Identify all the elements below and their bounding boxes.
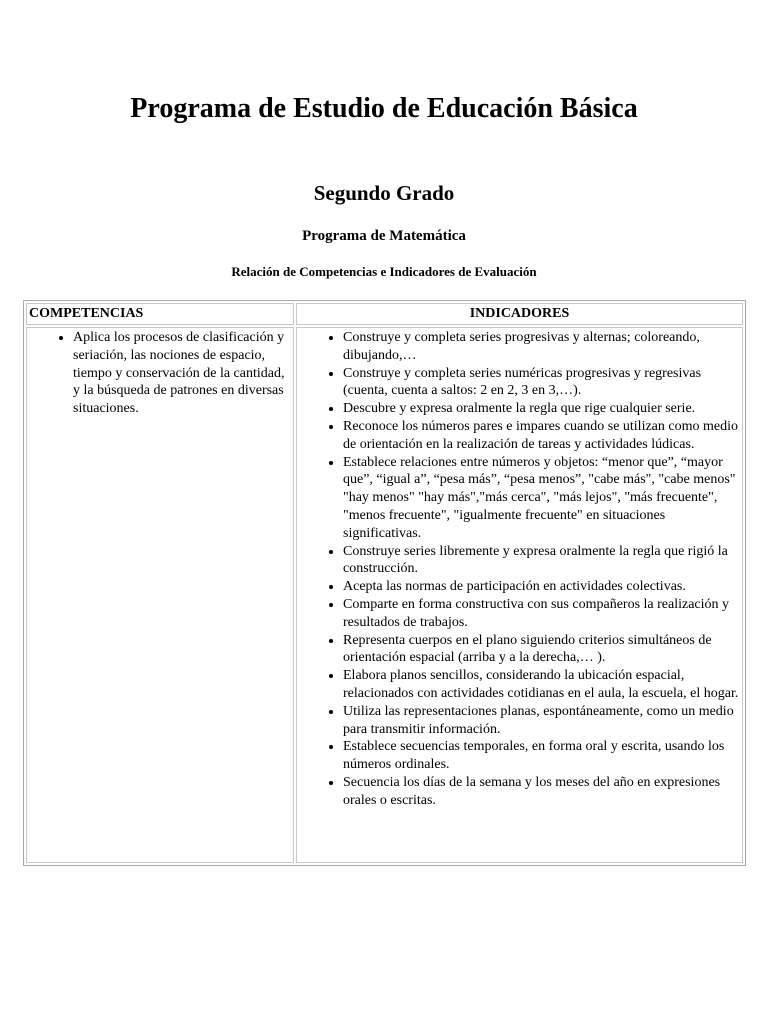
competencias-table: [23, 300, 746, 866]
table-row: [26, 327, 743, 863]
list-item: • Establece relaciones entre números y objetos: “menor que”, “mayor que”, “igual a”, “pesa más”, “pesa menos”, "cabe más", "cabe menos" "hay menos" "hay más","más cerca", "más lejos", "más frecuente", "menos frecuente", "igualmente frecuente" en situaciones significativas.: [343, 454, 740, 543]
list-item: • Establece secuencias temporales, en forma oral y escrita, usando los números ordinales.: [343, 738, 740, 774]
list-item: • Utiliza las representaciones planas, espontáneamente, como un medio para transmitir información.: [343, 703, 740, 739]
list-item: • Aplica los procesos de clasificación y seriación, las nociones de espacio, tiempo y conservación de la cantidad, y la búsqueda de patrones en diversas situaciones.: [73, 329, 291, 418]
list-item: • Construye series libremente y expresa oralmente la regla que rigió la construcción.: [343, 543, 740, 579]
list-item: • Construye y completa series progresivas y alternas; coloreando, dibujando,…: [343, 329, 740, 365]
indicadores-cell: [296, 327, 743, 863]
table-header-row: [26, 303, 743, 325]
list-item: • Representa cuerpos en el plano siguiendo criterios simultáneos de orientación espacial (arriba y a la derecha,… ).: [343, 632, 740, 668]
list-item: • Acepta las normas de participación en actividades colectivas.: [343, 578, 740, 596]
indicadores-column-header: INDICADORES: [296, 303, 743, 325]
indicadores-list: [299, 329, 740, 810]
grade-heading: Segundo Grado: [313, 181, 455, 205]
competencias-column-header: COMPETENCIAS: [26, 303, 294, 325]
list-item: • Construye y completa series numéricas progresivas y regresivas (cuenta, cuenta a saltos: 2 en 2, 3 en 3,…).: [343, 365, 740, 401]
list-item: • Elabora planos sencillos, considerando la ubicación espacial, relacionados con actividades cotidianas en el aula, la escuela, el hogar.: [343, 667, 740, 703]
list-item: • Secuencia los días de la semana y los meses del año en expresiones orales o escritas.: [343, 774, 740, 810]
competencias-list: [29, 329, 291, 418]
page-title: Programa de Estudio de Educación Básica: [130, 93, 638, 124]
list-item: • Reconoce los números pares e impares cuando se utilizan como medio de orientación en la realización de tareas y actividades lúdicas.: [343, 418, 740, 454]
list-item: • Descubre y expresa oralmente la regla que rige cualquier serie.: [343, 400, 740, 418]
relation-heading: Relación de Competencias e Indicadores de Evaluación: [231, 264, 537, 279]
list-item: • Comparte en forma constructiva con sus compañeros la realización y resultados de trabajos.: [343, 596, 740, 632]
competencias-cell: [26, 327, 294, 863]
program-heading: Programa de Matemática: [302, 228, 466, 244]
